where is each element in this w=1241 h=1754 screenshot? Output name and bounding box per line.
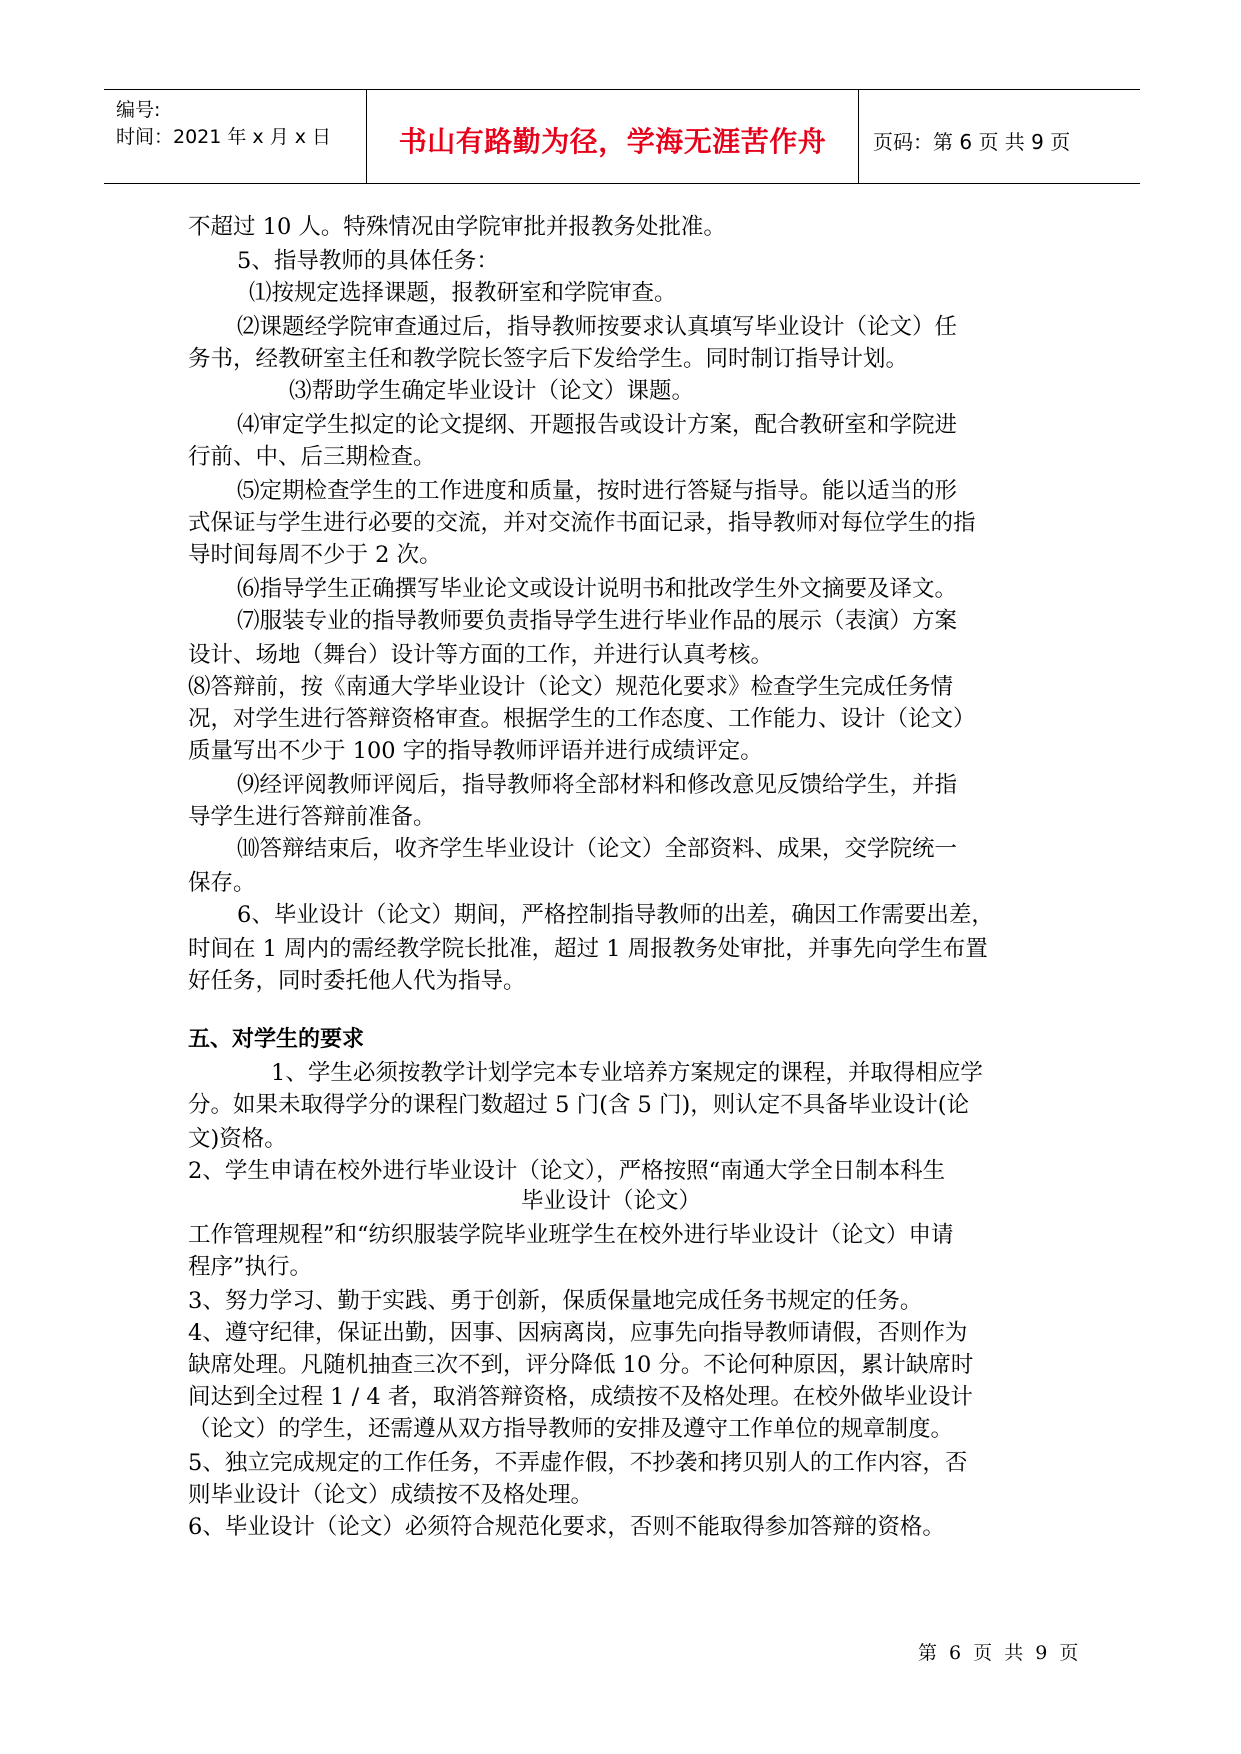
paragraph-line: 6、毕业设计（论文）期间，严格控制指导教师的出差，确因工作需要出差， — [237, 902, 994, 928]
paragraph-line: ⑽答辩结束后，收齐学生毕业设计（论文）全部资料、成果，交学院统一 — [237, 836, 958, 862]
paragraph-line: （论文）的学生，还需遵从双方指导教师的安排及遵守工作单位的规章制度。 — [188, 1416, 954, 1442]
header-motto: 书山有路勤为径，学海无涯苦作舟 — [398, 125, 827, 158]
page-footer: 第 6 页 共 9 页 — [918, 1642, 1082, 1664]
paragraph-line: 式保证与学生进行必要的交流，并对交流作书面记录，指导教师对每位学生的指 — [188, 510, 976, 536]
paragraph-line: 程序”执行。 — [188, 1254, 313, 1280]
paragraph-line: 分。如果未取得学分的课程门数超过 5 门(含 5 门)，则认定不具备毕业设计(论 — [188, 1092, 970, 1118]
paragraph-line: 则毕业设计（论文）成绩按不及格处理。 — [188, 1482, 594, 1508]
paragraph-line: ⑴按规定选择课题，报教研室和学院审查。 — [249, 280, 677, 306]
header-right-cell — [859, 90, 1140, 183]
paragraph-line: 1、学生必须按教学计划学完本专业培养方案规定的课程，并取得相应学 — [271, 1060, 983, 1086]
paragraph-line: 间达到全过程 1 / 4 者，取消答辩资格，成绩按不及格处理。在校外做毕业设计 — [188, 1384, 973, 1410]
paragraph-line: 4、遵守纪律，保证出勤，因事、因病离岗，应事先向指导教师请假，否则作为 — [188, 1320, 968, 1346]
paragraph-line: ⑺服装专业的指导教师要负责指导学生进行毕业作品的展示（表演）方案 — [237, 608, 958, 634]
paragraph-line: ⑸定期检查学生的工作进度和质量，按时进行答疑与指导。能以适当的形 — [237, 478, 958, 504]
paragraph-line: 不超过 10 人。特殊情况由学院审批并报教务处批准。 — [188, 214, 726, 240]
paragraph-line: 况，对学生进行答辩资格审查。根据学生的工作态度、工作能力、设计（论文） — [188, 706, 976, 732]
paragraph-line: ⑷审定学生拟定的论文提纲、开题报告或设计方案，配合教研室和学院进 — [237, 412, 958, 438]
paragraph-line: 务书，经教研室主任和教学院长签字后下发给学生。同时制订指导计划。 — [188, 346, 909, 372]
paragraph-line: 导学生进行答辩前准备。 — [188, 804, 436, 830]
paragraph-line: 行前、中、后三期检查。 — [188, 444, 436, 470]
paragraph-line: ⑼经评阅教师评阅后，指导教师将全部材料和修改意见反馈给学生，并指 — [237, 772, 958, 798]
paragraph-line: 3、努力学习、勤于实践、勇于创新，保质保量地完成任务书规定的任务。 — [188, 1288, 923, 1314]
document-number-label: 编号: — [116, 99, 161, 121]
paragraph-line: 设计、场地（舞台）设计等方面的工作，并进行认真考核。 — [188, 642, 774, 668]
header-left-cell — [104, 90, 366, 183]
document-time-label: 时间：2021 年 x 月 x 日 — [116, 126, 332, 148]
paragraph-line: 6、毕业设计（论文）必须符合规范化要求，否则不能取得参加答辩的资格。 — [188, 1514, 945, 1540]
paragraph-line: ⑹指导学生正确撰写毕业论文或设计说明书和批改学生外文摘要及译文。 — [237, 576, 958, 602]
paragraph-line: 5、独立完成规定的工作任务，不弄虚作假，不抄袭和拷贝别人的工作内容，否 — [188, 1450, 968, 1476]
paragraph-line: 导时间每周不少于 2 次。 — [188, 542, 442, 568]
paragraph-line: 2、学生申请在校外进行毕业设计（论文），严格按照“南通大学全日制本科生 — [188, 1158, 946, 1184]
header-page-code: 页码：第 6 页 共 9 页 — [873, 130, 1071, 154]
paragraph-line: ⑻答辩前，按《南通大学毕业设计（论文）规范化要求》检查学生完成任务情 — [188, 674, 954, 700]
paragraph-line: 工作管理规程”和“纺织服装学院毕业班学生在校外进行毕业设计（论文）申请 — [188, 1222, 954, 1248]
header-motto-cell — [366, 90, 859, 183]
section-heading: 五、对学生的要求 — [188, 1027, 365, 1052]
page-header — [104, 89, 1140, 184]
paragraph-line: 文)资格。 — [188, 1126, 287, 1152]
paragraph-line: 5、指导教师的具体任务： — [237, 248, 499, 274]
paragraph-line: 保存。 — [188, 870, 256, 896]
paragraph-line: 毕业设计（论文） — [521, 1188, 702, 1214]
paragraph-line: 质量写出不少于 100 字的指导教师评语并进行成绩评定。 — [188, 738, 763, 764]
paragraph-line: ⑶帮助学生确定毕业设计（论文）课题。 — [289, 378, 695, 404]
paragraph-line: 好任务，同时委托他人代为指导。 — [188, 968, 526, 994]
paragraph-line: ⑵课题经学院审查通过后，指导教师按要求认真填写毕业设计（论文）任 — [237, 314, 958, 340]
paragraph-line: 时间在 1 周内的需经教学院长批准，超过 1 周报教务处审批，并事先向学生布置 — [188, 936, 988, 962]
paragraph-line: 缺席处理。凡随机抽查三次不到，评分降低 10 分。不论何种原因，累计缺席时 — [188, 1352, 974, 1378]
